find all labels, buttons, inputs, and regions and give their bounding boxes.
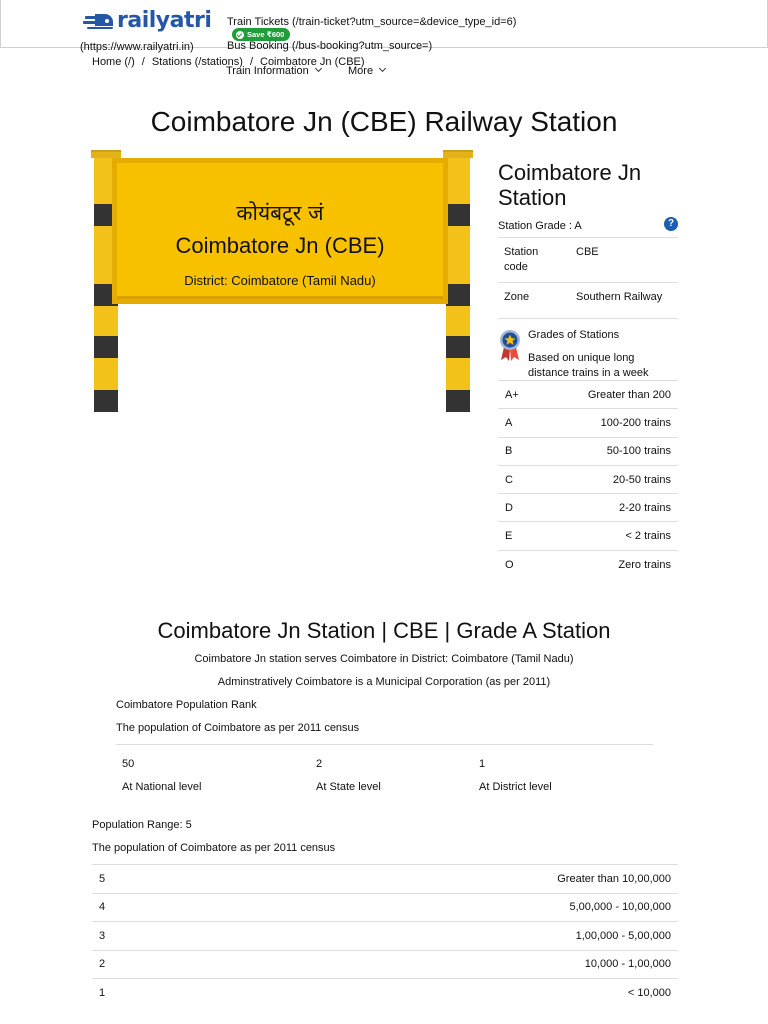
table-row	[92, 922, 678, 951]
grade-cell: D	[498, 494, 538, 522]
info-key: Station code	[498, 238, 570, 283]
grade-cell: A	[498, 409, 538, 437]
logo-wordmark: railyatri	[117, 8, 212, 33]
table-row	[498, 494, 678, 522]
page-title: Coimbatore Jn (CBE) Railway Station	[150, 106, 618, 137]
section-title: Coimbatore Jn Station | CBE | Grade A Station	[157, 618, 611, 643]
rank-cell	[116, 745, 310, 800]
grade-desc-cell: < 2 trains	[538, 522, 678, 550]
range-cell: 3	[92, 922, 172, 951]
station-info-table	[498, 237, 678, 312]
table-row	[116, 745, 653, 800]
breadcrumb-separator: /	[249, 56, 253, 68]
range-desc-cell: < 10,000	[172, 979, 678, 1008]
station-name-english: Coimbatore Jn (CBE)	[175, 233, 385, 258]
population-range-table	[92, 864, 678, 1007]
station-district: District: Coimbatore (Tamil Nadu)	[184, 273, 376, 288]
grade-cell: O	[498, 550, 538, 578]
population-range-desc: The population of Coimbatore as per 2011 census	[92, 842, 336, 854]
population-range-label: Population Range: 5	[92, 819, 192, 831]
help-icon[interactable]: ?	[664, 217, 678, 231]
nav-train-information-label: Train Information	[226, 65, 309, 77]
rank-level: At State level	[316, 781, 381, 793]
table-row	[498, 550, 678, 578]
table-row	[498, 409, 678, 437]
rank-cell	[473, 745, 653, 800]
rank-level: At District level	[479, 781, 552, 793]
range-desc-cell: 1,00,000 - 5,00,000	[172, 922, 678, 951]
rank-level: At National level	[122, 781, 202, 793]
administration-text: Adminstratively Coimbatore is a Municipal Corporation (as per 2011)	[217, 676, 551, 688]
breadcrumb-current: Coimbatore Jn (CBE)	[260, 56, 365, 68]
grade-desc-cell: 50-100 trains	[538, 437, 678, 465]
grades-header	[498, 318, 678, 380]
nav-more-label: More	[348, 65, 374, 77]
train-icon	[83, 10, 113, 32]
railyatri-logo[interactable]	[83, 10, 211, 32]
breadcrumb	[92, 56, 365, 68]
breadcrumb-stations[interactable]: Stations (/stations)	[151, 56, 243, 68]
breadcrumb-home[interactable]: Home (/)	[92, 56, 135, 68]
table-row	[498, 522, 678, 550]
grade-desc-cell: 20-50 trains	[538, 465, 678, 493]
range-cell: 5	[92, 865, 172, 894]
grade-cell: E	[498, 522, 538, 550]
table-row	[498, 238, 678, 283]
grades-table	[498, 380, 678, 579]
population-rank-label: Coimbatore Population Rank	[116, 699, 257, 711]
pole-cap	[91, 150, 121, 158]
station-name-hindi: कोयंबटूर जं	[236, 201, 324, 225]
table-row	[498, 465, 678, 493]
grades-description: Based on unique long distance trains in a week	[528, 352, 649, 379]
info-key: Zone	[498, 283, 570, 313]
chevron-down-icon	[379, 65, 386, 72]
station-info-title: Coimbatore Jn Station	[498, 160, 642, 210]
medal-icon	[498, 329, 522, 361]
station-signboard	[90, 150, 474, 412]
grade-cell: C	[498, 465, 538, 493]
breadcrumb-separator: /	[141, 56, 145, 68]
rank-value: 2	[316, 758, 323, 770]
grade-cell: A+	[498, 381, 538, 409]
rank-value: 1	[479, 758, 486, 770]
rank-value: 50	[122, 758, 135, 770]
table-row	[92, 979, 678, 1008]
rank-cell	[310, 745, 473, 800]
grade-cell: B	[498, 437, 538, 465]
station-info-panel	[498, 160, 678, 579]
check-icon	[236, 31, 244, 39]
signboard-panel	[112, 158, 448, 304]
range-desc-cell: 5,00,000 - 10,00,000	[172, 893, 678, 922]
table-row	[92, 893, 678, 922]
info-value: CBE	[570, 238, 678, 283]
range-desc-cell: 10,000 - 1,00,000	[172, 950, 678, 979]
pole-cap	[443, 150, 473, 158]
range-cell: 4	[92, 893, 172, 922]
grade-desc-cell: Zero trains	[538, 550, 678, 578]
range-cell: 2	[92, 950, 172, 979]
home-link[interactable]: (https://www.railyatri.in)	[80, 41, 194, 53]
table-row	[92, 950, 678, 979]
nav-bus-booking[interactable]: Bus Booking (/bus-booking?utm_source=)	[227, 40, 433, 52]
station-grade	[498, 219, 678, 237]
nav-train-tickets[interactable]: Train Tickets (/train-ticket?utm_source=&device_type_id=6)	[227, 16, 517, 28]
table-row	[498, 381, 678, 409]
range-cell: 1	[92, 979, 172, 1008]
table-row	[498, 437, 678, 465]
grades-title: Grades of Stations	[528, 329, 620, 341]
grade-desc-cell: 100-200 trains	[538, 409, 678, 437]
population-rank-table	[116, 744, 653, 799]
range-desc-cell: Greater than 10,00,000	[172, 865, 678, 894]
info-value: Southern Railway	[570, 283, 678, 313]
population-rank-desc: The population of Coimbatore as per 2011 census	[116, 722, 360, 734]
site-header	[0, 0, 768, 53]
table-row	[498, 283, 678, 313]
station-grade-label: Station Grade : A	[498, 220, 582, 232]
grade-desc-cell: Greater than 200	[538, 381, 678, 409]
grade-desc-cell: 2-20 trains	[538, 494, 678, 522]
table-row	[92, 865, 678, 894]
serves-text: Coimbatore Jn station serves Coimbatore in District: Coimbatore (Tamil Nadu)	[194, 653, 574, 665]
save-badge-label: Save ₹600	[247, 30, 285, 39]
signboard-pole-right	[446, 156, 470, 412]
